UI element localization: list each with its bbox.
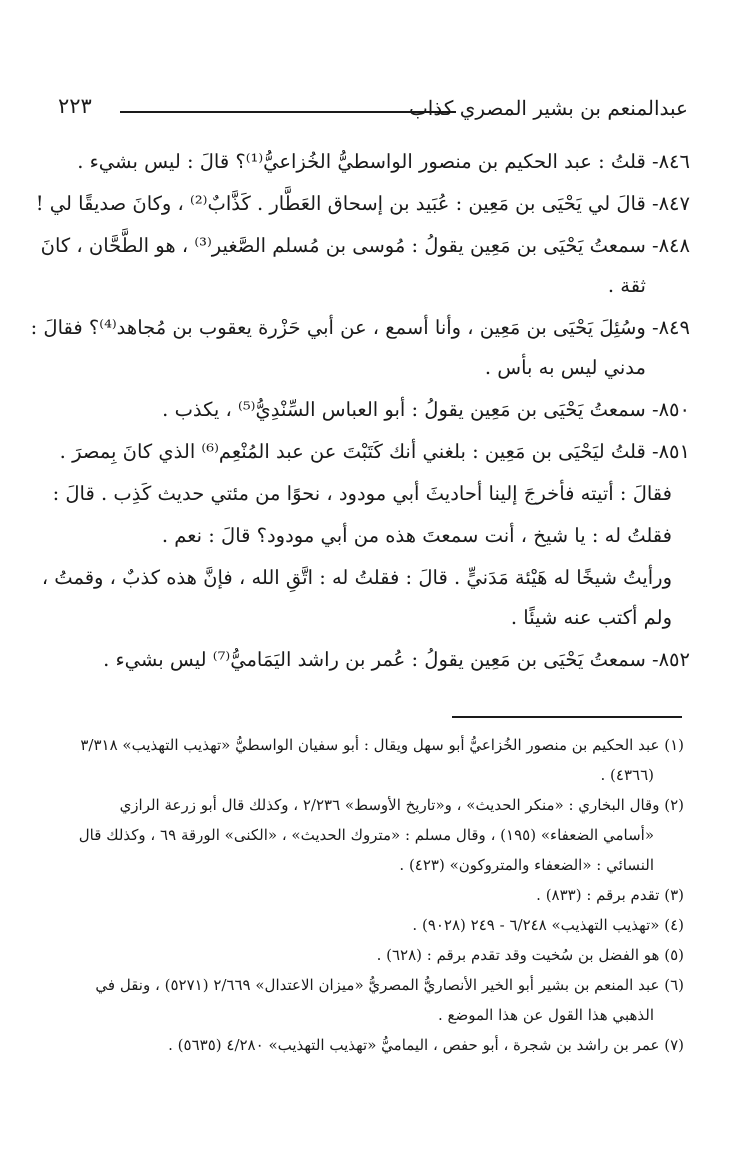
entry-line: ٨٤٦- قلتُ : عبد الحكيم بن منصور الواسطيُّ الخُزاعيُّ⁽¹⁾؟ قالَ : ليس بشيء . <box>77 150 690 173</box>
entry-paragraph <box>41 558 690 638</box>
entry-line: ثقة . <box>607 274 646 297</box>
footnote-line: (٤٣٦٦) . <box>600 766 654 784</box>
footnote-line: (٤) «تهذيب التهذيب» ٦/٢٤٨ - ٢٤٩ (٩٠٢٨) . <box>412 916 684 934</box>
entry-paragraph <box>52 474 690 514</box>
footnote <box>66 910 684 940</box>
footnote-line: (٧) عمر بن راشد بن شجرة ، أبو حفص ، اليماميُّ «تهذيب التهذيب» ٤/٢٨٠ (٥٦٣٥) . <box>168 1036 684 1054</box>
entry-line: ورأيتُ شيخًا له هَيْئة مَدَنيٍّ . قالَ : فقلتُ له : اتَّقِ الله ، فإنَّ هذه كذبٌ ، وقمتُ ، <box>41 566 672 589</box>
entry-line: فقالَ : أتيته فأخرجَ إلينا أحاديثَ أبي مودود ، نحوًا من مئتي حديث كَذِب . قالَ : <box>52 482 672 505</box>
numbered-entry <box>56 390 690 430</box>
entry-line: ٨٤٩- وسُئِلَ يَحْيَى بن مَعِين ، وأنا أسمع ، عن أبي حَزْرة يعقوب بن مُجاهد⁽⁴⁾؟ فقالَ : <box>30 316 690 339</box>
entry-line: ٨٥٠- سمعتُ يَحْيَى بن مَعِين يقولُ : أبو العباس السِّنْدِيُّ⁽⁵⁾ ، يكذب . <box>162 398 690 421</box>
footnote-line: (٥) هو الفضل بن سُخيت وقد تقدم برقم : (٦٢٨) . <box>376 946 684 964</box>
numbered-entry <box>56 432 690 472</box>
running-title: عبدالمنعم بن بشير المصري كذاب <box>408 96 688 120</box>
footnote <box>66 970 684 1030</box>
numbered-entry <box>40 226 690 306</box>
running-head <box>58 92 688 124</box>
numbered-entry <box>56 142 690 182</box>
footnote-line: الذهبي هذا القول عن هذا الموضع . <box>437 1006 654 1024</box>
footnote <box>66 880 684 910</box>
footnote <box>66 940 684 970</box>
footnote <box>66 790 684 880</box>
footnote <box>66 730 684 790</box>
numbered-entry <box>35 184 690 224</box>
header-rule <box>120 111 456 113</box>
entry-line: ولم أكتب عنه شيئًا . <box>510 606 672 629</box>
main-text <box>30 142 690 680</box>
footnote-line: (١) عبد الحكيم بن منصور الخُزاعيُّ أبو سهل ويقال : أبو سفيان الواسطيُّ «تهذيب التهذيب» ٣/٣١٨ <box>80 736 684 754</box>
entry-line: ٨٤٧- قالَ لي يَحْيَى بن مَعِين : عُبَيد بن إسحاق العَطَّار . كَذَّابٌ⁽²⁾ ، وكانَ صديقًا لي ! <box>35 192 690 215</box>
footnotes <box>66 730 684 1060</box>
entry-paragraph <box>56 516 690 556</box>
footnote-line: النسائي : «الضعفاء والمتروكون» (٤٢٣) . <box>399 856 654 874</box>
numbered-entry <box>30 308 690 388</box>
footnote <box>66 1030 684 1060</box>
numbered-entry <box>56 640 690 680</box>
footnote-line: (٦) عبد المنعم بن بشير أبو الخير الأنصاريُّ المصريُّ «ميزان الاعتدال» ٢/٦٦٩ (٥٢٧١) ، ونقل في <box>95 976 684 994</box>
entry-line: ٨٥١- قلتُ ليَحْيَى بن مَعِين : بلغني أنك كَتَبْتَ عن عبد المُنْعِم⁽⁶⁾ الذي كانَ بِمصرَ . <box>59 440 690 463</box>
footnote-rule <box>452 716 682 718</box>
page-number: ٢٢٣ <box>58 94 92 118</box>
entry-line: فقلتُ له : يا شيخ ، أنت سمعتَ هذه من أبي مودود؟ قالَ : نعم . <box>161 524 672 547</box>
footnote-line: (٣) تقدم برقم : (٨٣٣) . <box>536 886 684 904</box>
footnote-line: (٢) وقال البخاري : «منكر الحديث» ، و«تاريخ الأوسط» ٢/٢٣٦ ، وكذلك قال أبو زرعة الرازي <box>119 796 684 814</box>
entry-line: ٨٥٢- سمعتُ يَحْيَى بن مَعِين يقولُ : عُمر بن راشد اليَمَاميُّ⁽⁷⁾ ليس بشيء . <box>103 648 690 671</box>
entry-line: مدني ليس به بأس . <box>484 356 646 379</box>
footnote-line: «أسامي الضعفاء» (١٩٥) ، وقال مسلم : «متروك الحديث» ، «الكنى» الورقة ٦٩ ، وكذلك قال <box>78 826 654 844</box>
entry-line: ٨٤٨- سمعتُ يَحْيَى بن مَعِين يقولُ : مُوسى بن مُسلم الصَّغير⁽³⁾ ، هو الطَّحَّان ، كانَ <box>40 234 690 257</box>
